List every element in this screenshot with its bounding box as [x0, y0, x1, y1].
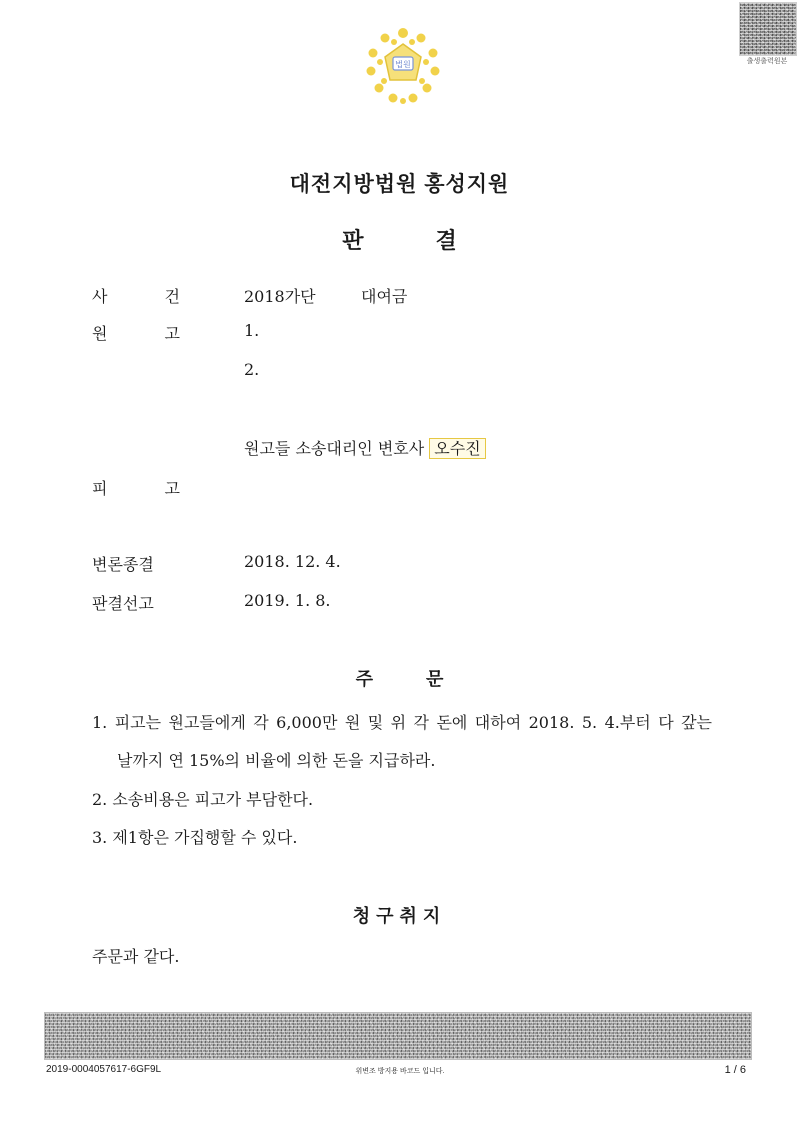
- barcode-note: 위변조 방지용 바코드 입니다.: [355, 1068, 445, 1075]
- security-barcode: [739, 2, 797, 56]
- claim-text: 주문과 같다.: [92, 947, 180, 966]
- closing-label: 변론종결: [92, 555, 154, 574]
- document-title: 판 결: [342, 228, 457, 253]
- case-number: 2018가단: [244, 287, 316, 306]
- order-heading: 주 문: [355, 669, 444, 689]
- order-item-1-line-1: 1. 피고는 원고들에게 각 6,000만 원 및 위 각 돈에 대하여 2018. 5. 4.부터 다 갚는: [92, 713, 712, 732]
- counsel-name: 오수진: [429, 438, 485, 459]
- plaintiff-label: 원 고: [92, 324, 180, 343]
- counsel-prefix: 원고들 소송대리인 변호사: [244, 439, 425, 458]
- case-name: 대여금: [361, 287, 408, 306]
- plaintiff-1: 1.: [244, 321, 260, 340]
- claim-heading: 청구취지: [352, 906, 447, 926]
- court-seal-logo: [366, 26, 440, 104]
- judgment-date: 2019. 1. 8.: [244, 591, 331, 610]
- closing-date: 2018. 12. 4.: [244, 552, 341, 571]
- defendant-label: 피 고: [92, 479, 180, 498]
- counsel-line: [244, 436, 486, 459]
- order-item-3: 3. 제1항은 가집행할 수 있다.: [92, 828, 298, 847]
- judgment-label: 판결선고: [92, 594, 154, 613]
- anti-forgery-barcode: [44, 1012, 752, 1060]
- document-code: 2019-0004057617-6GF9L: [46, 1064, 162, 1075]
- case-label: 사 건: [92, 287, 180, 306]
- plaintiff-2: 2.: [244, 360, 260, 379]
- order-item-2: 2. 소송비용은 피고가 부담한다.: [92, 790, 314, 809]
- order-item-1-line-2: 날까지 연 15%의 비율에 의한 돈을 지급하라.: [117, 751, 436, 770]
- page-number: 1 / 6: [724, 1064, 746, 1076]
- barcode-label: 출생출력원본: [746, 58, 788, 65]
- seal-text: 법원: [395, 60, 411, 69]
- court-name: 대전지방법원 홍성지원: [289, 173, 510, 196]
